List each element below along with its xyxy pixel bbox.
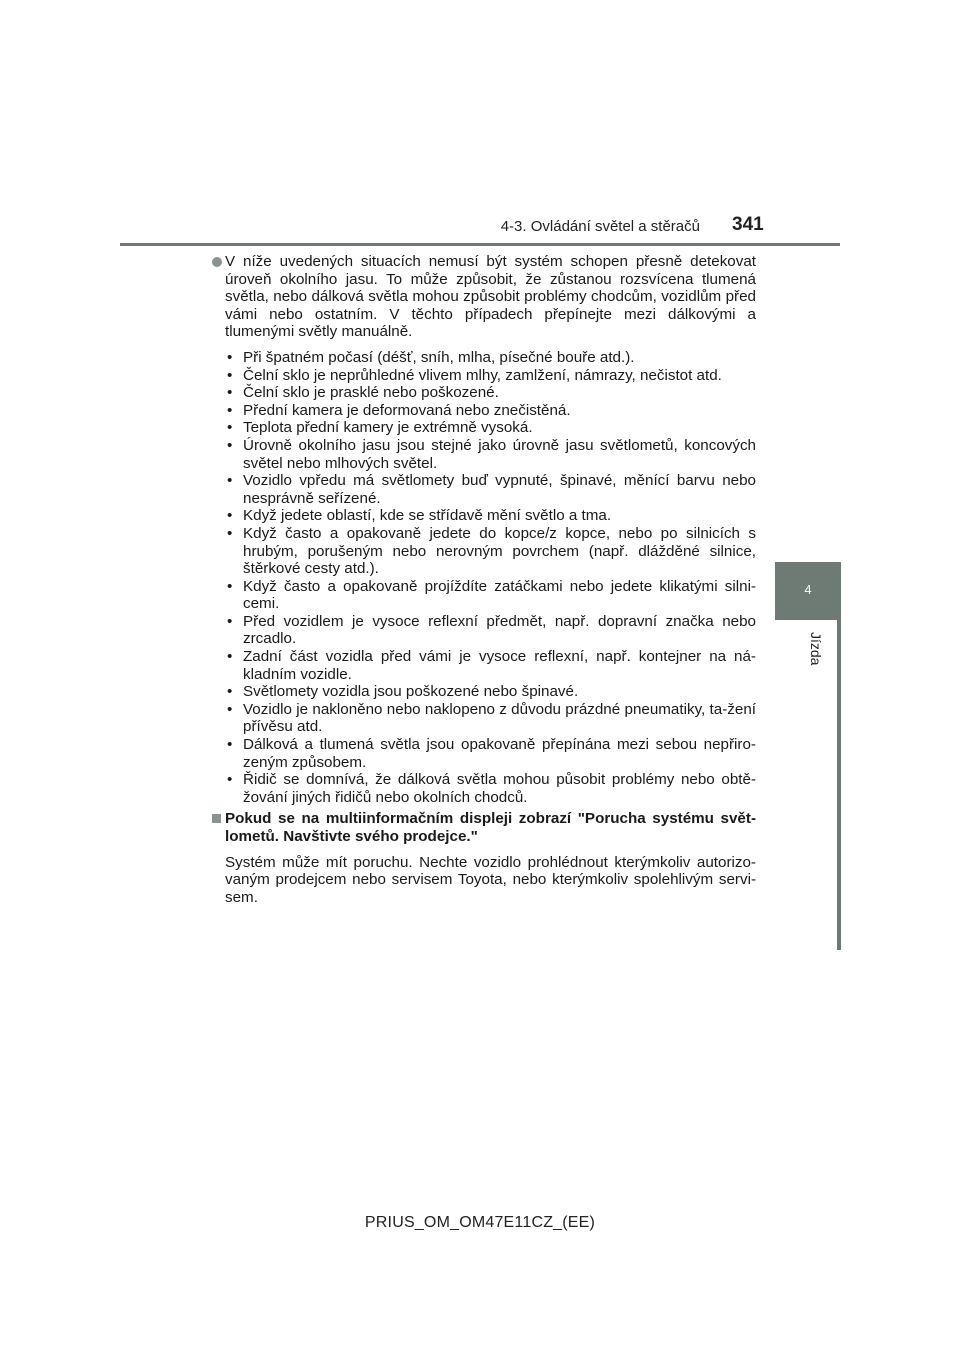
list-item: • Když často a opakovaně jedete do kopce/z kopce, nebo po silnicích s hrubým, porušeným nebo nerovným povrchem (např. dlážděné silnice, štěrkové cesty atd.). bbox=[227, 524, 756, 578]
section-heading-item bbox=[212, 810, 756, 845]
section-heading: Pokud se na multiinformačním displeji zobrazí "Porucha systému svět-lometů. Navštivte svého prodejce." bbox=[225, 810, 756, 845]
list-item: • Před vozidlem je vysoce reflexní předmět, např. dopravní značka nebo zrcadlo. bbox=[227, 612, 756, 648]
page-content bbox=[212, 253, 756, 906]
square-bullet-icon bbox=[212, 814, 221, 823]
list-item: • Přední kamera je deformovaná nebo znečistěná. bbox=[227, 401, 571, 419]
list-item: • Při špatném počasí (déšť, sníh, mlha, písečné bouře atd.). bbox=[227, 348, 635, 366]
list-item: • Úrovně okolního jasu jsou stejné jako úrovně jasu světlometů, koncových světel nebo mlhových světel. bbox=[227, 436, 756, 472]
list-item: • Vozidlo je nakloněno nebo naklopeno z důvodu prázdné pneumatiky, ta-žení přívěsu atd. bbox=[227, 700, 756, 736]
condition-list bbox=[225, 349, 756, 806]
chapter-tab-strip bbox=[837, 620, 841, 950]
chapter-tab bbox=[775, 562, 841, 620]
page-number: 341 bbox=[732, 214, 764, 235]
document-code: PRIUS_OM_OM47E11CZ_(EE) bbox=[364, 1214, 596, 1231]
list-item: • Zadní část vozidla před vámi je vysoce reflexní, např. kontejner na ná-kladním vozidle. bbox=[227, 648, 756, 683]
note-item bbox=[212, 253, 756, 341]
list-item: • Řidič se domnívá, že dálková světla mohou působit problémy nebo obtě-žování jiných řidičů nebo okolních chodců. bbox=[227, 771, 756, 806]
circle-bullet-icon bbox=[212, 257, 222, 267]
list-item: • Čelní sklo je prasklé nebo poškozené. bbox=[227, 384, 499, 402]
chapter-number: 4 bbox=[804, 582, 812, 597]
list-item: • Když jedete oblastí, kde se střídavě mění světlo a tma. bbox=[227, 507, 612, 525]
running-header-section: 4-3. Ovládání světel a stěračů bbox=[500, 218, 700, 235]
list-item: • Když často a opakovaně projíždíte zatáčkami nebo jedete klikatými silni-cemi. bbox=[227, 577, 756, 613]
list-item: • Dálková a tlumená světla jsou opakovaně přepínána mezi sebou nepřiro-zeným způsobem. bbox=[227, 736, 756, 771]
list-item: • Čelní sklo je neprůhledné vlivem mlhy, zamlžení, námrazy, nečistot atd. bbox=[227, 366, 722, 384]
chapter-label: Jízda bbox=[808, 632, 824, 666]
list-item: • Světlomety vozidla jsou poškozené nebo špinavé. bbox=[227, 683, 579, 701]
section-body: Systém může mít poruchu. Nechte vozidlo prohlédnout kterýmkoliv autorizo-vaným prodejcem nebo servisem Toyota, nebo kterýmkoliv spolehlivým servi-sem. bbox=[225, 853, 756, 906]
list-item: • Teplota přední kamery je extrémně vysoká. bbox=[227, 419, 533, 437]
header-divider bbox=[120, 243, 840, 246]
note-intro: V níže uvedených situacích nemusí být systém schopen přesně detekovat úroveň okolního jasu. To může způsobit, že zůstanou rozsvícena tlumená světla, nebo dálková světla mohou způsobit problémy chodcům, vozidlům před vámi nebo ostatním. V těchto případech přepínejte mezi dálkovými a tlumenými světly manuálně. bbox=[225, 253, 756, 341]
list-item: • Vozidlo vpředu má světlomety buď vypnuté, špinavé, měnící barvu nebo nesprávně seřízené. bbox=[227, 472, 756, 507]
